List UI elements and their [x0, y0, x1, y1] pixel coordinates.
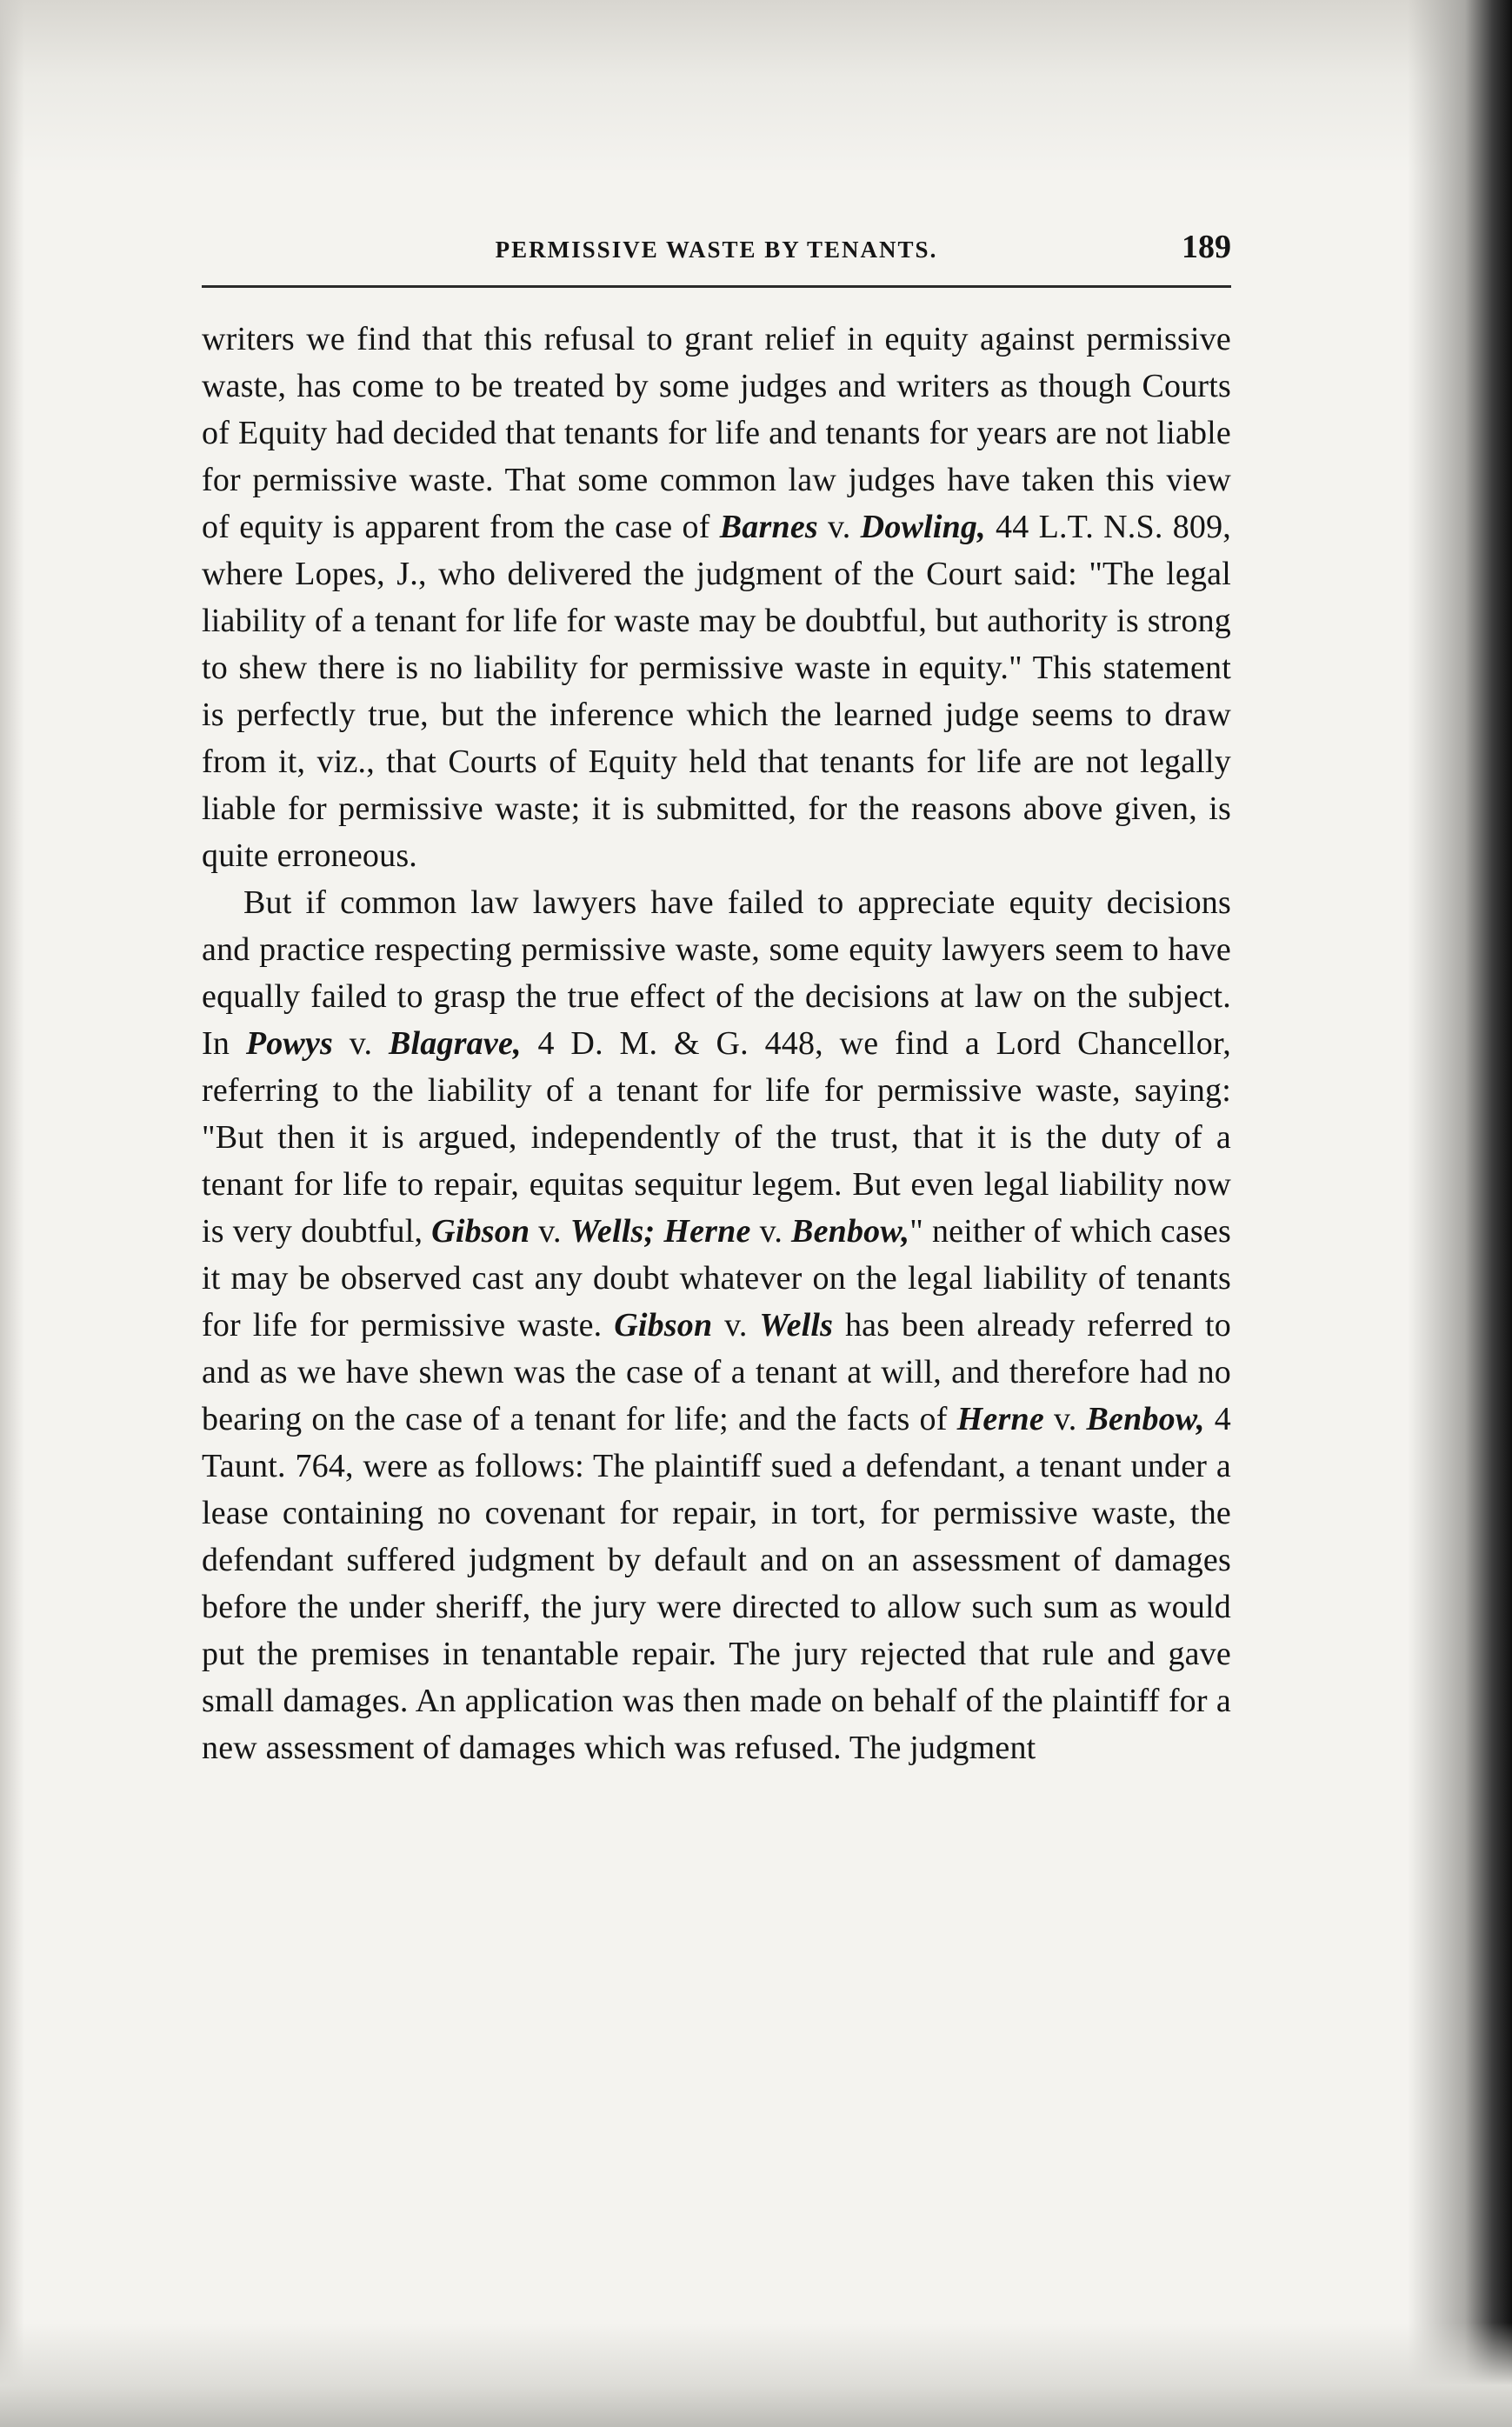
text-run: v.	[530, 1213, 570, 1250]
book-page	[202, 228, 1231, 1771]
text-run: v.	[1043, 1401, 1087, 1437]
text-run: 44 L.T. N.S. 809, where Lopes, J., who delivered the judgment of the Court said: "The legal liability of a tenant for life for waste may be doubtful, but authority is strong to shew there is no liability for permissive waste in equity." This statement is perfectly true, but the inference which the learned judge seems to draw from it, viz., that Courts of Equity held that tenants for life are not legally liable for permissive waste; it is submitted, for the reasons above given, is quite erroneous.	[202, 509, 1231, 874]
text-run: v.	[750, 1213, 792, 1250]
case-name: Gibson	[431, 1213, 530, 1250]
body-text	[202, 316, 1231, 1771]
scan-shadow-bottom	[0, 2323, 1512, 2427]
case-name: Benbow,	[1086, 1401, 1205, 1437]
text-run: 4 Taunt. 764, were as follows: The plaintiff sued a defendant, a tenant under a lease containing no covenant for repair, in tort, for permissive waste, the defendant suffered judgment by default and on an assessment of damages before the under sheriff, the jury were directed to allow such sum as would put the premises in tenantable repair. The jury rejected that rule and gave small damages. An application was then made on behalf of the plaintiff for a new assessment of damages which was refused. The judgment	[202, 1401, 1231, 1766]
running-header	[202, 228, 1231, 278]
case-name: Dowling,	[860, 509, 986, 545]
scan-shadow-right	[1408, 0, 1512, 2427]
scan-shadow-top	[0, 0, 1512, 174]
text-run: v.	[817, 509, 861, 545]
case-name: Barnes	[719, 509, 818, 545]
paragraph-2	[202, 879, 1231, 1771]
text-run: But if common law lawyers have failed to appreciate equity decisions and practice respecting permissive waste, some equity lawyers seem to have equally failed to grasp the true effect of the decisions at law on the subject. In	[202, 884, 1231, 1062]
text-run: 4 D. M. & G. 448, we find a Lord Chancellor, referring to the liability of a tenant for life for permissive waste, saying: "But then it is argued, independently of the trust, that it is the duty of a tenant for life to repair, equitas sequitur legem. But even legal liability now is very doubtful,	[202, 1025, 1231, 1250]
case-name: Powys	[245, 1025, 334, 1062]
case-name: Wells	[759, 1307, 834, 1344]
case-name: Wells; Herne	[569, 1213, 751, 1250]
case-name: Herne	[956, 1401, 1044, 1437]
case-name: Gibson	[614, 1307, 713, 1344]
text-run: writers we find that this refusal to grant relief in equity against permissive waste, has come to be treated by some judges and writers as though Courts of Equity had decided that tenants for life and tenants for years are not liable for permissive waste. That some common law judges have taken this view of equity is apparent from the case of	[202, 321, 1231, 545]
running-title: PERMISSIVE WASTE BY TENANTS.	[495, 237, 938, 263]
case-name: Blagrave,	[388, 1025, 522, 1062]
page-number: 189	[1182, 229, 1231, 265]
case-name: Benbow,	[791, 1213, 910, 1250]
text-run: v.	[333, 1025, 389, 1062]
scan-shadow-left	[0, 0, 24, 2427]
text-run: " neither of which cases it may be observed cast any doubt whatever on the legal liability of tenants for life for permissive waste.	[202, 1213, 1231, 1344]
text-run: has been already referred to and as we have shewn was the case of a tenant at will, and therefore had no bearing on the case of a tenant for life; and the facts of	[202, 1307, 1232, 1437]
header-rule	[202, 285, 1231, 288]
text-run: v.	[712, 1307, 760, 1344]
paragraph-1	[202, 316, 1231, 879]
